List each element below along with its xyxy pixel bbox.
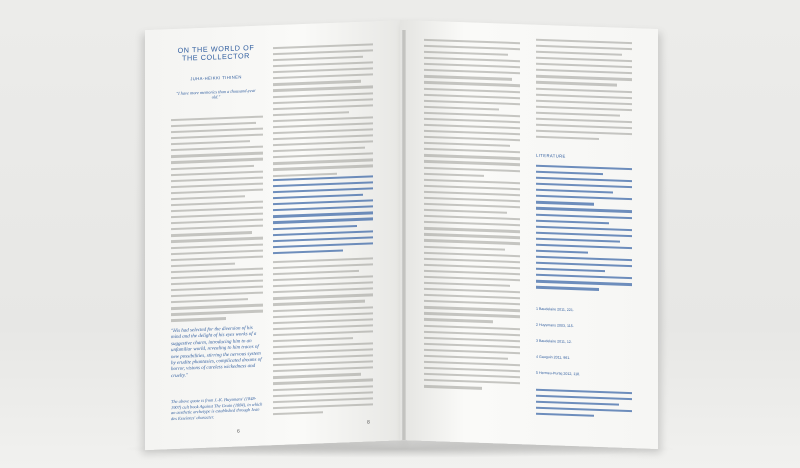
left-column-1-body xyxy=(171,112,263,322)
note-5: 5 Hermeu-Purtiq 2012, 118. xyxy=(536,370,581,377)
book-spine xyxy=(402,30,406,440)
epigraph: "I have more memories than a thousand-year old." xyxy=(176,87,256,100)
article-author: JUHA-HEIKKI TIHINEN xyxy=(190,74,242,82)
note-2: 2 Huysmans 2003, 115. xyxy=(536,322,574,329)
left-column-2-body xyxy=(273,39,373,177)
quote-caption: The above quote is from J.-K. Huysmans' (1848-1907) cult book Against The Grain (1884), in which an aesthetic archetype is established through Jean des Esseintes' character. xyxy=(171,395,263,421)
note-3: 3 Baudelaire 2011, 12. xyxy=(536,338,572,345)
left-column-2-lower xyxy=(273,253,373,415)
inner-page-number: 8 xyxy=(367,419,370,426)
right-page xyxy=(400,20,658,449)
note-4: 4 Gauguin 2011, 961. xyxy=(536,354,571,360)
right-column-2-body xyxy=(536,35,632,142)
literature-list xyxy=(536,161,632,292)
note-7-text xyxy=(536,385,632,419)
right-column-1-body xyxy=(424,35,520,391)
pull-quote: "His had selected for the diversion of his mind and the delight of his eyes works of a suggestive charm, introducing him to an unfamiliar world, revealing to him traces of new possibilities, stirring the nervous system by erudite phantasies, complicated dreams of horror, visions of careless wickedness and cruelty." xyxy=(171,325,262,379)
literature-heading: LITERATURE xyxy=(536,152,566,159)
left-page xyxy=(145,20,408,450)
left-page-number: 6 xyxy=(237,428,240,435)
article-title: ON THE WORLD OF THE COLLECTOR xyxy=(177,42,255,64)
note-1: 1 Baudelaire 2011, 221. xyxy=(536,306,574,313)
left-column-2-highlight xyxy=(273,171,373,254)
